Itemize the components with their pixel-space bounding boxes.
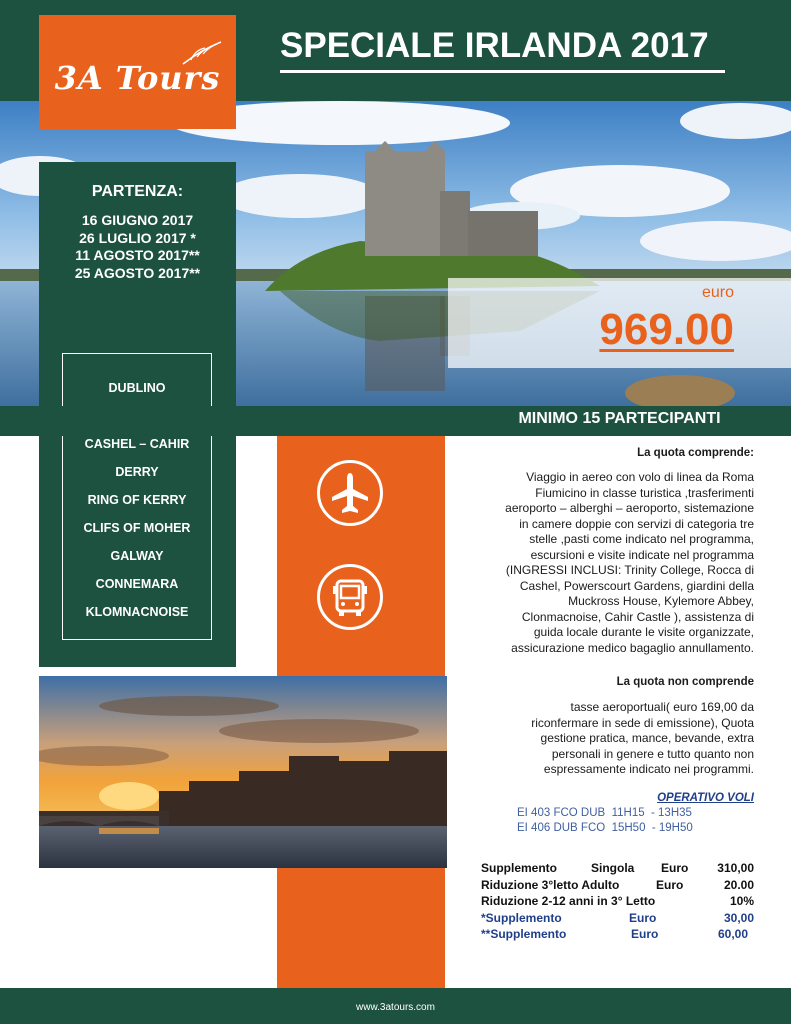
included-line: in camere doppie con servizi di categoria tre xyxy=(519,516,754,531)
excluded-line: tasse aeroportuali( euro 169,00 da xyxy=(570,700,754,714)
supplement-row xyxy=(481,927,754,944)
departure-label: PARTENZA: xyxy=(91,183,184,200)
price-value: 969.00 xyxy=(599,305,734,354)
minimum-participants: MINIMO 15 PARTECIPANTI xyxy=(518,410,721,427)
footer-url[interactable]: www.3atours.com xyxy=(356,1002,435,1013)
excluded-line: riconfermare in sede di emissione), Quota xyxy=(531,715,754,730)
destination-item: DUBLINO xyxy=(108,381,166,395)
supplement-amount: 60,00 xyxy=(717,927,748,941)
dublin-sunset-photo xyxy=(39,676,447,868)
flight-row: EI 403 FCO DUB 11H15 - 13H35 xyxy=(517,807,692,819)
excluded-line: gestione pratica, mance, bevande, extra xyxy=(540,731,754,745)
logo-text: 3A Tours xyxy=(54,59,221,97)
supplement-row xyxy=(481,878,754,895)
supplement-currency: Euro xyxy=(629,911,657,925)
destination-item: DERRY xyxy=(115,465,159,479)
excluded-title: La quota non comprende xyxy=(616,676,754,688)
included-line: guida locale durante le visite organizzate, xyxy=(533,625,754,639)
departure-dates xyxy=(39,212,236,282)
included-line: Viaggio in aereo con volo di linea da Roma xyxy=(526,470,754,484)
destination-item: GALWAY xyxy=(110,549,164,563)
logo-box xyxy=(39,15,236,129)
supplement-label: *Supplemento xyxy=(481,911,562,925)
supplement-label: Supplemento xyxy=(481,861,558,875)
included-line: escursioni e visite indicate nel programma xyxy=(530,547,754,562)
included-line: Cashel, Powerscourt Gardens, giardini della xyxy=(519,578,754,593)
price-currency: euro xyxy=(701,284,734,301)
supplement-row xyxy=(481,861,754,878)
supplement-currency: Euro xyxy=(656,878,684,892)
excluded-body xyxy=(470,700,754,778)
supplement-label-2: Singola xyxy=(591,861,635,875)
supplement-row xyxy=(481,911,754,928)
departure-date: 11 AGOSTO 2017** xyxy=(75,247,200,263)
bus-icon xyxy=(317,564,383,630)
departure-date: 26 LUGLIO 2017 * xyxy=(79,229,196,246)
price-box xyxy=(448,278,791,368)
included-body xyxy=(470,470,754,656)
excluded-line: personali in genere e tutto quanto non xyxy=(551,746,754,761)
supplement-currency: Euro xyxy=(631,927,659,941)
excluded-line: espressamente indicato nei programmi. xyxy=(543,762,754,776)
destination-item: CASHEL – CAHIR xyxy=(84,437,190,451)
supplement-amount: 20.00 xyxy=(723,878,754,892)
page-title: SPECIALE IRLANDA 2017 xyxy=(280,26,725,73)
included-line: Muckross House, Kylemore Abbey, xyxy=(568,594,754,608)
supplement-amount: 10% xyxy=(729,894,754,908)
airplane-icon xyxy=(317,460,383,526)
included-title: La quota comprende: xyxy=(637,447,754,459)
flight-row: EI 406 DUB FCO 15H50 - 19H50 xyxy=(517,822,693,834)
supplement-label: **Supplemento xyxy=(481,927,567,941)
included-line: aeroporto – alberghi – aeroporto, sistemazione xyxy=(505,501,754,515)
included-line: stelle ,pasti come indicato nel programma, xyxy=(529,532,754,546)
supplement-row xyxy=(481,894,754,911)
departure-date: 16 GIUGNO 2017 xyxy=(81,212,194,228)
departure-date: 25 AGOSTO 2017** xyxy=(74,264,201,281)
included-line: Clonmacnoise, Cahir Castle ), assistenza di xyxy=(521,609,754,624)
destination-item: CONNEMARA xyxy=(95,577,179,591)
destinations-box xyxy=(62,353,212,640)
supplement-label: Riduzione 3°letto Adulto xyxy=(481,878,620,892)
supplement-label: Riduzione 2-12 anni in 3° Letto xyxy=(481,894,656,908)
included-line: (INGRESSI INCLUSI: Trinity College, Rocca di xyxy=(505,563,754,577)
flights-title: OPERATIVO VOLI xyxy=(657,792,754,804)
included-line: assicurazione medico bagaglio annullamento. xyxy=(511,640,754,655)
supplement-currency: Euro xyxy=(661,861,689,875)
supplement-amount: 30,00 xyxy=(723,911,754,925)
supplement-amount: 310,00 xyxy=(717,861,754,875)
destination-item: RING OF KERRY xyxy=(87,493,187,507)
destination-item: CLIFS OF MOHER xyxy=(83,521,191,535)
included-line: Fiumicino in classe turistica ,trasferimenti xyxy=(535,485,754,500)
destination-item: KLOMNACNOISE xyxy=(85,605,189,619)
